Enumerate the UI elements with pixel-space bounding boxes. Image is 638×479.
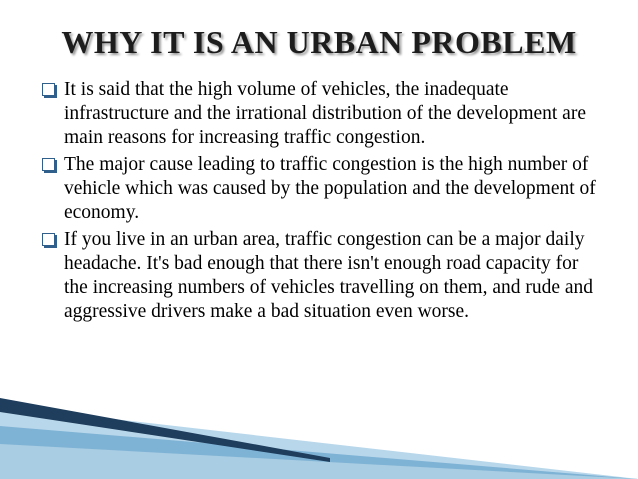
- bullet-item: [40, 78, 605, 150]
- bullet-list: [40, 78, 605, 327]
- bullet-text: It is said that the high volume of vehicles, the inadequate infrastructure and the irrational distribution of the development are main reasons for increasing traffic congestion.: [64, 79, 586, 148]
- square-bullet-icon: [42, 83, 55, 96]
- bullet-item: [40, 153, 605, 225]
- bullet-item: [40, 228, 605, 324]
- bullet-text: If you live in an urban area, traffic congestion can be a major daily headache. It's bad enough that there isn't enough road capacity for the increasing numbers of vehicles travelling on them, and rude and aggressive drivers make a bad situation even worse.: [64, 229, 594, 322]
- square-bullet-icon: [42, 158, 55, 171]
- square-bullet-icon: [42, 233, 55, 246]
- slide-title: WHY IT IS AN URBAN PROBLEM: [61, 24, 577, 60]
- bullet-text: The major cause leading to traffic congestion is the high number of vehicle which was caused by the population and the development of economy.: [64, 154, 596, 223]
